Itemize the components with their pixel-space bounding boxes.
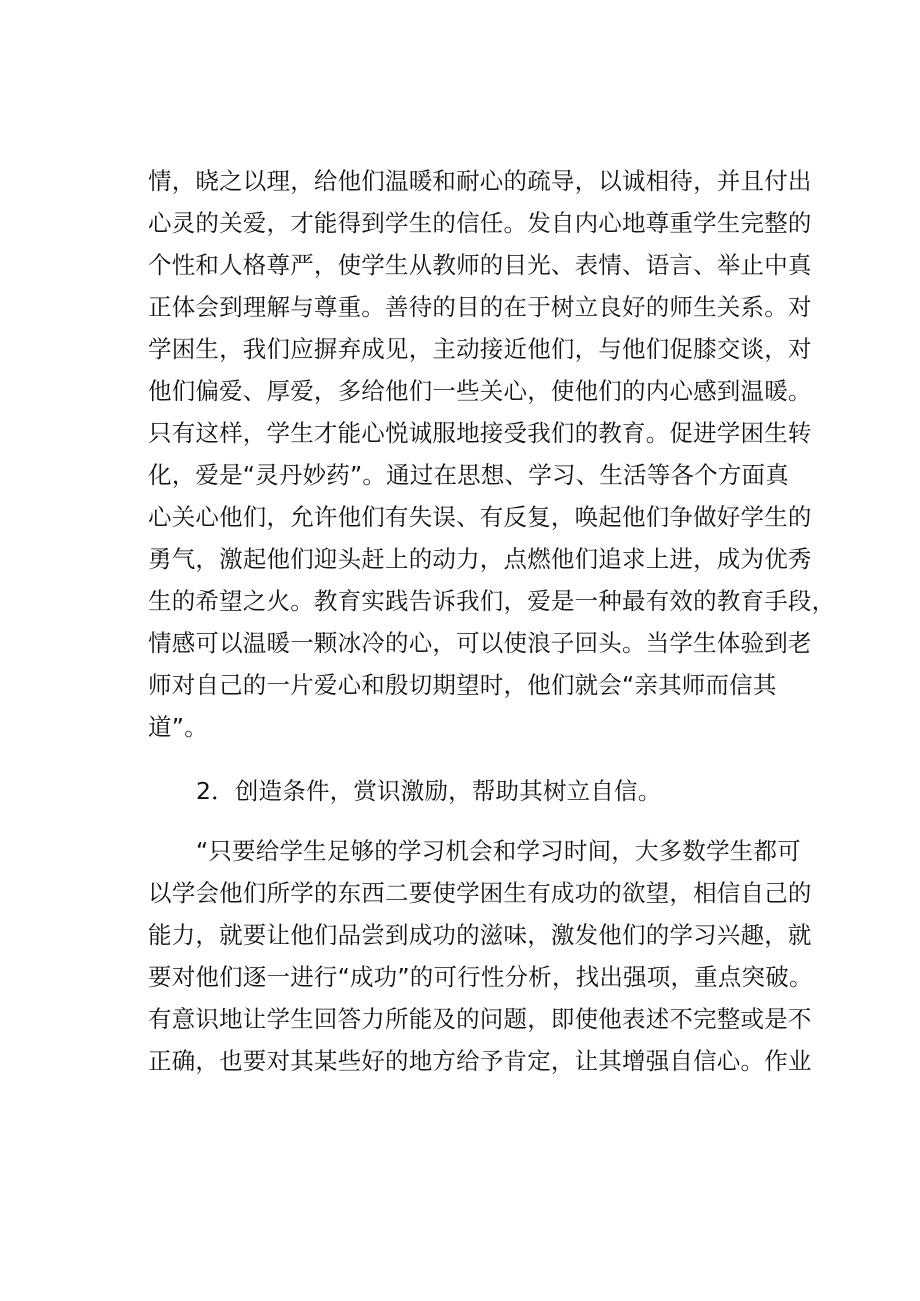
text-line: 正体会到理解与尊重。善待的目的在于树立良好的师生关系。对 — [148, 293, 812, 321]
text-line: 心灵的关爱，才能得到学生的信任。发自内心地尊重学生完整的 — [148, 209, 812, 237]
text-line: “只要给学生足够的学习机会和学习时间，大多数学生都可 — [196, 837, 801, 865]
text-line: 有意识地让学生回答力所能及的问题，即使他表述不完整或是不 — [148, 1005, 812, 1033]
text-line: 他们偏爱、厚爱，多给他们一些关心，使他们的内心感到温暖。 — [148, 377, 812, 405]
text-line: 化，爱是“灵丹妙药”。通过在思想、学习、生活等各个方面真 — [148, 461, 789, 489]
body-paragraph-2 — [148, 830, 828, 1082]
text-line: 要对他们逐一进行“成功”的可行性分析，找出强项，重点突破。 — [148, 963, 813, 991]
text-line: 心关心他们，允许他们有失误、有反复，唤起他们争做好学生的 — [148, 503, 812, 531]
heading-text: 2．创造条件，赏识激励，帮助其树立自信。 — [196, 777, 662, 805]
text-line: 勇气，激起他们迎头赶上的动力，点燃他们追求上进，成为优秀 — [148, 545, 812, 573]
text-line: 只有这样，学生才能心悦诚服地接受我们的教育。促进学困生转 — [148, 419, 812, 447]
text-line: 师对自己的一片爱心和殷切期望时，他们就会“亲其师而信其 — [148, 671, 777, 699]
text-line: 个性和人格尊严，使学生从教师的目光、表情、语言、举止中真 — [148, 251, 812, 279]
text-line: 道”。 — [148, 713, 208, 741]
text-line: 情感可以温暖一颗冰冷的心，可以使浪子回头。当学生体验到老 — [148, 629, 812, 657]
text-line: 生的希望之火。教育实践告诉我们，爱是一种最有效的教育手段， — [148, 587, 836, 615]
body-paragraph-1 — [148, 160, 836, 748]
text-line: 正确，也要对其某些好的地方给予肯定，让其增强自信心。作业 — [148, 1047, 812, 1075]
text-line: 能力，就要让他们品尝到成功的滋味，激发他们的学习兴趣，就 — [148, 921, 812, 949]
section-heading — [148, 770, 828, 812]
text-line: 情，晓之以理，给他们温暖和耐心的疏导，以诚相待，并且付出 — [148, 167, 812, 195]
text-line: 学困生，我们应摒弃成见，主动接近他们，与他们促膝交谈，对 — [148, 335, 812, 363]
text-line: 以学会他们所学的东西二要使学困生有成功的欲望，相信自己的 — [148, 879, 812, 907]
